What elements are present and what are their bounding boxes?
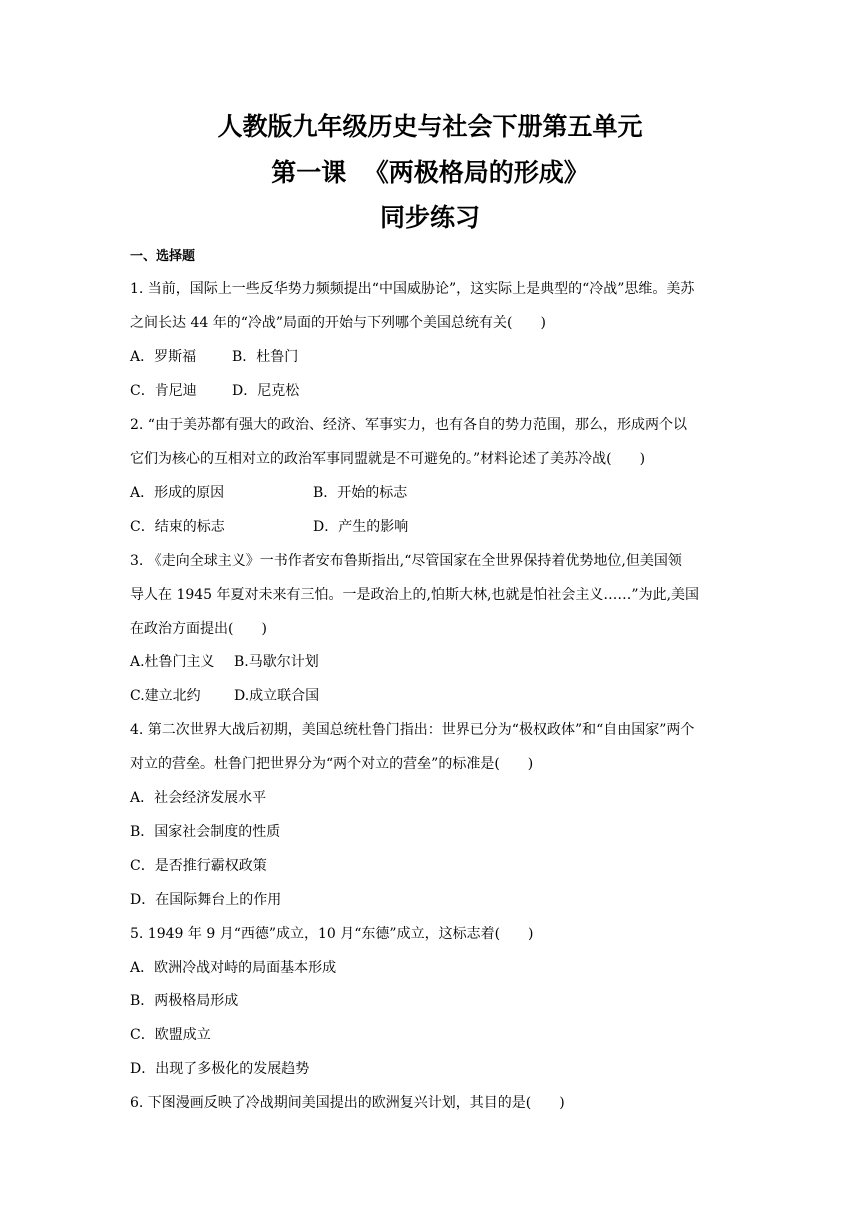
question-1-option-b: B．杜鲁门 xyxy=(232,349,299,365)
question-4-option-b: B．国家社会制度的性质 xyxy=(130,824,281,840)
question-1-option-a: A．罗斯福 xyxy=(130,349,197,365)
section-heading: 一、选择题 xyxy=(130,249,196,264)
question-1-text-line-1: 1. 当前，国际上一些反华势力频频提出“中国威胁论”，这实际上是典型的“冷战”思维。美苏 xyxy=(130,281,695,297)
document-title-line-2: 第一课 《两极格局的形成》 xyxy=(271,158,589,187)
question-5-option-d: D．出现了多极化的发展趋势 xyxy=(130,1061,310,1077)
question-4-option-d: D．在国际舞台上的作用 xyxy=(130,892,282,908)
question-5-option-c: C．欧盟成立 xyxy=(130,1027,211,1043)
question-3-option-c: C.建立北约 xyxy=(130,688,201,704)
question-1-text-line-2: 之间长达 44 年的“冷战”局面的开始与下列哪个美国总统有关( ) xyxy=(130,315,546,331)
document-title-line-3: 同步练习 xyxy=(379,203,480,232)
question-5-option-b: B．两极格局形成 xyxy=(130,993,239,1009)
question-3-option-a: A.杜鲁门主义 xyxy=(130,654,215,670)
question-3-text-line-1: 3. 《走向全球主义》一书作者安布鲁斯指出,“尽管国家在全世界保持着优势地位,但美国领 xyxy=(130,553,682,569)
document-title-line-1: 人教版九年级历史与社会下册第五单元 xyxy=(217,112,643,141)
question-2-option-c: C．结束的标志 xyxy=(130,519,225,535)
question-1-option-c: C．肯尼迪 xyxy=(130,383,197,399)
question-2-text-line-1: 2. “由于美苏都有强大的政治、经济、军事实力，也有各自的势力范围，那么，形成两个以 xyxy=(130,417,687,433)
question-3-text-line-2: 导人在 1945 年夏对未来有三怕。一是政治上的,怕斯大林,也就是怕社会主义……”为此,美国 xyxy=(130,587,700,603)
question-4-text-line-2: 对立的营垒。杜鲁门把世界分为“两个对立的营垒”的标准是( ) xyxy=(130,756,534,772)
question-4-text-line-1: 4. 第二次世界大战后初期，美国总统杜鲁门指出：世界已分为“极权政体”和“自由国家”两个 xyxy=(130,722,695,738)
question-5-option-a: A．欧洲冷战对峙的局面基本形成 xyxy=(130,960,337,976)
question-2-text-line-2: 它们为核心的互相对立的政治军事同盟就是不可避免的。”材料论述了美苏冷战( ) xyxy=(130,451,646,467)
question-3-text-line-3: 在政治方面提出( ) xyxy=(130,621,267,637)
question-4-option-c: C．是否推行霸权政策 xyxy=(130,858,267,874)
question-2-option-b: B．开始的标志 xyxy=(313,485,408,501)
question-2-option-a: A．形成的原因 xyxy=(130,485,225,501)
question-5-text-line-1: 5. 1949 年 9 月“西德”成立，10 月“东德”成立，这标志着( ) xyxy=(130,926,534,942)
question-6-text-line-1: 6. 下图漫画反映了冷战期间美国提出的欧洲复兴计划，其目的是( ) xyxy=(130,1095,565,1111)
question-3-option-d: D.成立联合国 xyxy=(234,688,320,704)
question-4-option-a: A．社会经济发展水平 xyxy=(130,790,267,806)
question-3-option-b: B.马歇尔计划 xyxy=(234,654,319,670)
question-1-option-d: D．尼克松 xyxy=(232,383,300,399)
question-2-option-d: D．产生的影响 xyxy=(313,519,409,535)
